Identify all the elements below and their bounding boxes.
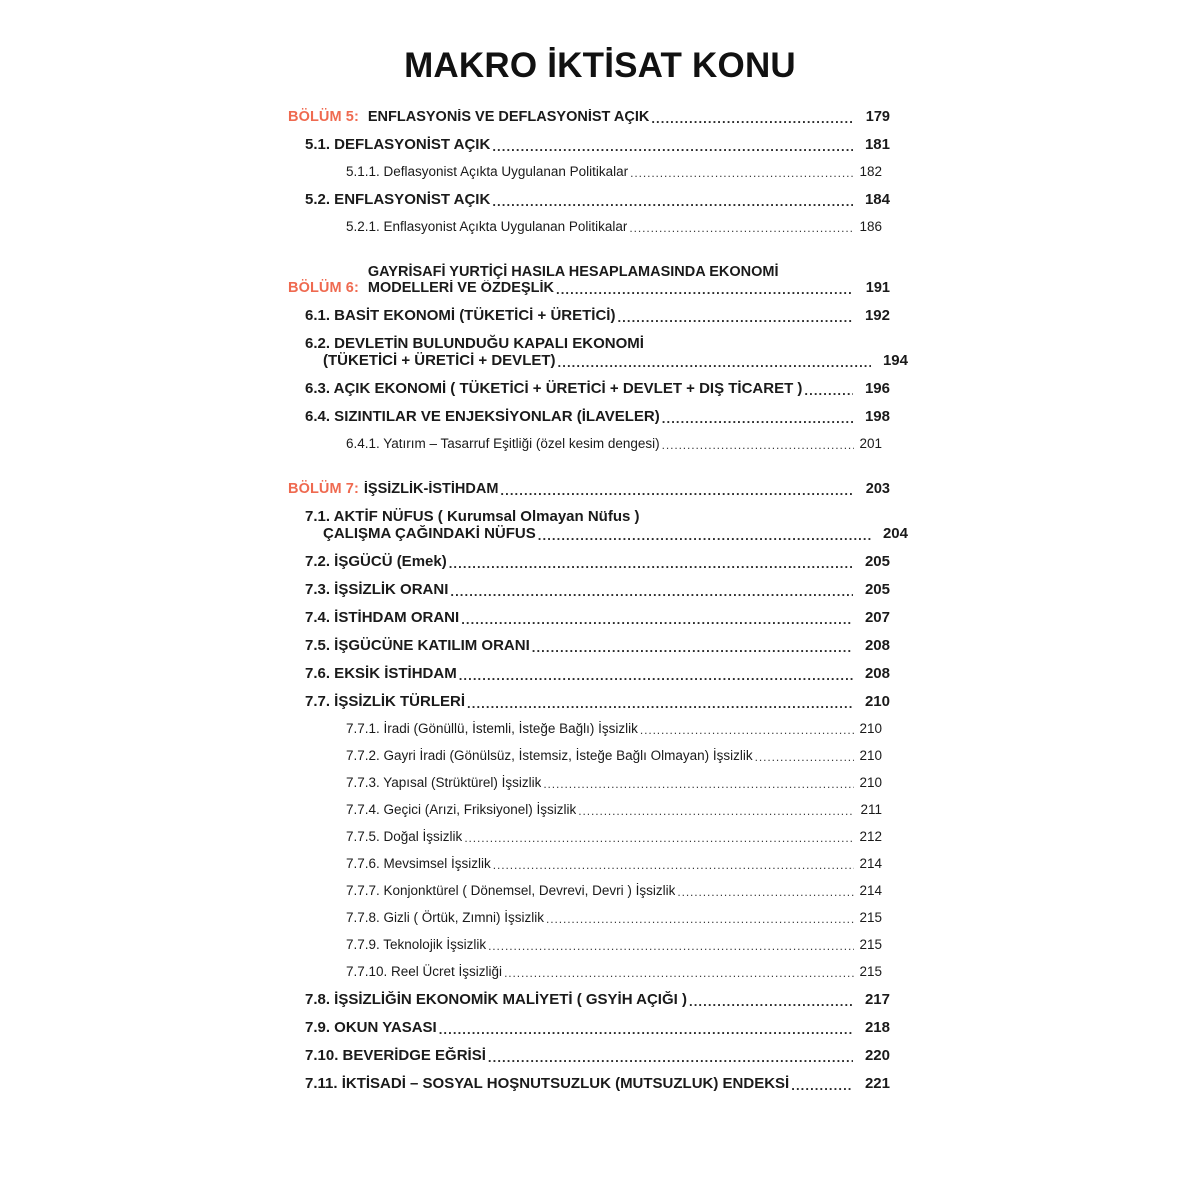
page-number: 210 bbox=[859, 748, 882, 763]
entry-body bbox=[305, 991, 890, 1008]
dot-leader bbox=[617, 309, 853, 324]
page-number: 211 bbox=[860, 802, 882, 817]
toc-entry-level2[interactable] bbox=[288, 436, 890, 451]
page-number: 215 bbox=[859, 910, 882, 925]
page-number: 205 bbox=[864, 553, 890, 570]
entry-body bbox=[346, 829, 882, 844]
toc-entry-level1[interactable] bbox=[288, 335, 908, 369]
entry-title: 7.10. BEVERİDGE EĞRİSİ bbox=[305, 1047, 486, 1064]
entry-title: 7.9. OKUN YASASI bbox=[305, 1019, 437, 1036]
dot-leader bbox=[492, 138, 853, 153]
entry-body bbox=[346, 910, 882, 925]
entry-body bbox=[346, 436, 882, 451]
dot-leader bbox=[464, 831, 854, 845]
toc-entry-level2[interactable] bbox=[288, 829, 890, 844]
dot-leader bbox=[543, 777, 854, 791]
toc-entry-level2[interactable] bbox=[288, 219, 890, 234]
entry-body bbox=[346, 775, 882, 790]
dot-leader bbox=[629, 221, 854, 235]
entry-title: 6.1. BASİT EKONOMİ (TÜKETİCİ + ÜRETİCİ) bbox=[305, 307, 616, 324]
entry-title: 7.5. İŞGÜCÜNE KATILIM ORANI bbox=[305, 637, 530, 654]
entry-title: 5.1.1. Deflasyonist Açıkta Uygulanan Politikalar bbox=[346, 164, 629, 179]
entry-title: 7.7.10. Reel Ücret İşsizliği bbox=[346, 964, 503, 979]
dot-leader bbox=[662, 438, 854, 452]
page-number: 182 bbox=[859, 164, 882, 179]
toc-entry-level1[interactable] bbox=[288, 693, 890, 710]
toc-entry-level1[interactable] bbox=[288, 581, 890, 598]
page-number: 207 bbox=[864, 609, 890, 626]
entry-body bbox=[346, 856, 882, 871]
entry-body bbox=[305, 1019, 890, 1036]
page-number: 214 bbox=[859, 856, 882, 871]
entry-body bbox=[346, 883, 882, 898]
entry-title: ÇALIŞMA ÇAĞINDAKİ NÜFUS bbox=[323, 525, 536, 542]
entry-title: İŞSİZLİK-İSTİHDAM bbox=[363, 481, 499, 497]
dot-leader bbox=[578, 804, 854, 818]
entry-body bbox=[346, 219, 882, 234]
entry-title: 7.1. AKTİF NÜFUS ( Kurumsal Olmayan Nüfus ) bbox=[305, 508, 640, 525]
entry-title: 6.2. DEVLETİN BULUNDUĞU KAPALI EKONOMİ bbox=[305, 335, 644, 352]
dot-leader bbox=[651, 111, 853, 126]
chapter-label: BÖLÜM 7: bbox=[288, 481, 359, 497]
toc-chapter-block bbox=[288, 481, 908, 1092]
entry-body bbox=[305, 637, 890, 654]
entry-body bbox=[305, 408, 890, 425]
entry-title: 6.4.1. Yatırım – Tasarruf Eşitliği (özel kesim dengesi) bbox=[346, 436, 660, 451]
entry-title: GAYRİSAFİ YURTİÇİ HASILA HESAPLAMASINDA EKONOMİ bbox=[367, 264, 779, 280]
entry-title: 7.7.2. Gayri İradi (Gönülsüz, İstemsiz, İsteğe Bağlı Olmayan) İşsizlik bbox=[346, 748, 753, 763]
entry-body bbox=[305, 1047, 890, 1064]
toc-entry-level2[interactable] bbox=[288, 964, 890, 979]
entry-title: 7.8. İŞSİZLİĞİN EKONOMİK MALİYETİ ( GSYİH AÇIĞI ) bbox=[305, 991, 687, 1008]
toc-entry-level1[interactable] bbox=[288, 991, 890, 1008]
entry-title: 6.4. SIZINTILAR VE ENJEKSİYONLAR (İLAVELER) bbox=[305, 408, 660, 425]
entry-body bbox=[305, 136, 890, 153]
toc-entry-level2[interactable] bbox=[288, 910, 890, 925]
entry-title: 7.7.7. Konjonktürel ( Dönemsel, Devrevi, Devri ) İşsizlik bbox=[346, 883, 676, 898]
dot-leader bbox=[640, 723, 854, 737]
chapter-title-body bbox=[368, 264, 890, 296]
entry-body bbox=[346, 164, 882, 179]
toc-entry-level2[interactable] bbox=[288, 775, 890, 790]
dot-leader bbox=[488, 939, 854, 953]
dot-leader bbox=[500, 483, 853, 498]
dot-leader bbox=[461, 611, 853, 626]
toc-entry-level1[interactable] bbox=[288, 665, 890, 682]
toc-entry-level1[interactable] bbox=[288, 1075, 890, 1092]
page-number: 198 bbox=[864, 408, 890, 425]
toc-entry-level1[interactable] bbox=[288, 191, 890, 208]
entry-title: (TÜKETİCİ + ÜRETİCİ + DEVLET) bbox=[323, 352, 556, 369]
entry-title: 7.4. İSTİHDAM ORANI bbox=[305, 609, 460, 626]
entry-body bbox=[305, 380, 890, 397]
entry-title: ENFLASYONİS VE DEFLASYONİST AÇIK bbox=[367, 109, 650, 125]
table-of-contents bbox=[288, 109, 908, 1092]
entry-title: 7.3. İŞSİZLİK ORANI bbox=[305, 581, 449, 598]
page-number: 194 bbox=[882, 352, 908, 369]
toc-entry-level1[interactable] bbox=[288, 307, 890, 324]
page-number: 215 bbox=[859, 964, 882, 979]
toc-entry-level1[interactable] bbox=[288, 1019, 890, 1036]
toc-entry-level2[interactable] bbox=[288, 937, 890, 952]
entry-body bbox=[305, 609, 890, 626]
page-number: 181 bbox=[864, 136, 890, 153]
page-number: 208 bbox=[864, 637, 890, 654]
page-number: 221 bbox=[864, 1075, 890, 1092]
dot-leader bbox=[439, 1021, 853, 1036]
entry-title: 5.2.1. Enflasyonist Açıkta Uygulanan Politikalar bbox=[346, 219, 628, 234]
entry-body bbox=[305, 581, 890, 598]
toc-entry-level2[interactable] bbox=[288, 748, 890, 763]
toc-chapter-block bbox=[288, 264, 908, 451]
toc-entry-level1[interactable] bbox=[288, 1047, 890, 1064]
dot-leader bbox=[493, 858, 854, 872]
entry-title: 7.7.5. Doğal İşsizlik bbox=[346, 829, 463, 844]
toc-entry-level1[interactable] bbox=[288, 609, 890, 626]
dot-leader bbox=[689, 993, 853, 1008]
chapter-title-body bbox=[364, 481, 890, 497]
dot-leader bbox=[755, 750, 854, 764]
entry-title: 7.7.1. İradi (Gönüllü, İstemli, İsteğe Bağlı) İşsizlik bbox=[346, 721, 638, 736]
page-number: 191 bbox=[865, 280, 890, 296]
entry-body bbox=[346, 964, 882, 979]
page-number: 220 bbox=[864, 1047, 890, 1064]
entry-title: 7.7.3. Yapısal (Strüktürel) İşsizlik bbox=[346, 775, 542, 790]
toc-entry-level1[interactable] bbox=[288, 553, 890, 570]
page-number: 210 bbox=[859, 775, 882, 790]
page-number: 212 bbox=[859, 829, 882, 844]
toc-chapter-entry[interactable] bbox=[288, 481, 890, 497]
entry-body bbox=[346, 748, 882, 763]
entry-title: 7.2. İŞGÜCÜ (Emek) bbox=[305, 553, 447, 570]
toc-entry-level2[interactable] bbox=[288, 802, 890, 817]
entry-body bbox=[305, 307, 890, 324]
entry-title: 7.7.4. Geçici (Arızi, Friksiyonel) İşsizlik bbox=[346, 802, 577, 817]
dot-leader bbox=[532, 639, 853, 654]
page-number: 184 bbox=[864, 191, 890, 208]
toc-chapter-block bbox=[288, 109, 890, 234]
toc-entry-level2[interactable] bbox=[288, 164, 890, 179]
toc-entry-level1[interactable] bbox=[288, 408, 890, 425]
dot-leader bbox=[630, 166, 854, 180]
entry-body bbox=[305, 335, 908, 369]
dot-leader bbox=[459, 667, 853, 682]
page-number: 201 bbox=[859, 436, 882, 451]
toc-chapter-entry[interactable] bbox=[288, 109, 890, 125]
dot-leader bbox=[449, 555, 853, 570]
entry-body bbox=[305, 191, 890, 208]
page-number: 204 bbox=[882, 525, 908, 542]
dot-leader bbox=[450, 583, 853, 598]
page-number: 210 bbox=[859, 721, 882, 736]
page-number: 205 bbox=[864, 581, 890, 598]
dot-leader bbox=[546, 912, 854, 926]
chapter-title-body bbox=[368, 109, 890, 125]
dot-leader bbox=[467, 695, 853, 710]
entry-body bbox=[305, 553, 890, 570]
page-number: 217 bbox=[864, 991, 890, 1008]
entry-title: 5.1. DEFLASYONİST AÇIK bbox=[305, 136, 491, 153]
chapter-label: BÖLÜM 5: bbox=[288, 109, 359, 125]
entry-body bbox=[305, 665, 890, 682]
dot-leader bbox=[488, 1049, 853, 1064]
toc-entry-level1[interactable] bbox=[288, 136, 890, 153]
dot-leader bbox=[538, 527, 871, 542]
dot-leader bbox=[492, 193, 853, 208]
page-number: 215 bbox=[859, 937, 882, 952]
toc-entry-level2[interactable] bbox=[288, 721, 890, 736]
entry-title: MODELLERİ VE ÖZDEŞLİK bbox=[367, 280, 554, 296]
page-number: 179 bbox=[865, 109, 890, 125]
entry-title: 7.7.6. Mevsimsel İşsizlik bbox=[346, 856, 491, 871]
entry-title: 6.3. AÇIK EKONOMİ ( TÜKETİCİ + ÜRETİCİ + DEVLET + DIŞ TİCARET ) bbox=[305, 380, 803, 397]
dot-leader bbox=[556, 282, 853, 297]
toc-entry-level1[interactable] bbox=[288, 380, 890, 397]
entry-body bbox=[305, 508, 908, 542]
dot-leader bbox=[804, 382, 853, 397]
entry-title: 7.7.8. Gizli ( Örtük, Zımni) İşsizlik bbox=[346, 910, 545, 925]
dot-leader bbox=[677, 885, 854, 899]
page-number: 208 bbox=[864, 665, 890, 682]
entry-title: 7.6. EKSİK İSTİHDAM bbox=[305, 665, 457, 682]
toc-entry-level2[interactable] bbox=[288, 856, 890, 871]
chapter-label: BÖLÜM 6: bbox=[288, 280, 359, 296]
page-title: MAKRO İKTİSAT KONU bbox=[404, 46, 796, 85]
toc-entry-level1[interactable] bbox=[288, 508, 908, 542]
page-number: 214 bbox=[859, 883, 882, 898]
page-number: 203 bbox=[865, 481, 890, 497]
dot-leader bbox=[662, 410, 853, 425]
page-number: 218 bbox=[864, 1019, 890, 1036]
dot-leader bbox=[558, 354, 871, 369]
entry-title: 5.2. ENFLASYONİST AÇIK bbox=[305, 191, 491, 208]
page-number: 192 bbox=[864, 307, 890, 324]
toc-entry-level2[interactable] bbox=[288, 883, 890, 898]
page-number: 186 bbox=[859, 219, 882, 234]
entry-body bbox=[346, 721, 882, 736]
entry-body bbox=[305, 1075, 890, 1092]
toc-entry-level1[interactable] bbox=[288, 637, 890, 654]
entry-body bbox=[346, 802, 882, 817]
dot-leader bbox=[504, 966, 854, 980]
entry-title: 7.7.9. Teknolojik İşsizlik bbox=[346, 937, 487, 952]
dot-leader bbox=[791, 1077, 853, 1092]
page-number: 210 bbox=[864, 693, 890, 710]
toc-chapter-entry[interactable] bbox=[288, 264, 890, 296]
entry-title: 7.11. İKTİSADİ – SOSYAL HOŞNUTSUZLUK (MUTSUZLUK) ENDEKSİ bbox=[305, 1075, 790, 1092]
entry-body bbox=[305, 693, 890, 710]
entry-body bbox=[346, 937, 882, 952]
entry-title: 7.7. İŞSİZLİK TÜRLERİ bbox=[305, 693, 466, 710]
page-number: 196 bbox=[864, 380, 890, 397]
